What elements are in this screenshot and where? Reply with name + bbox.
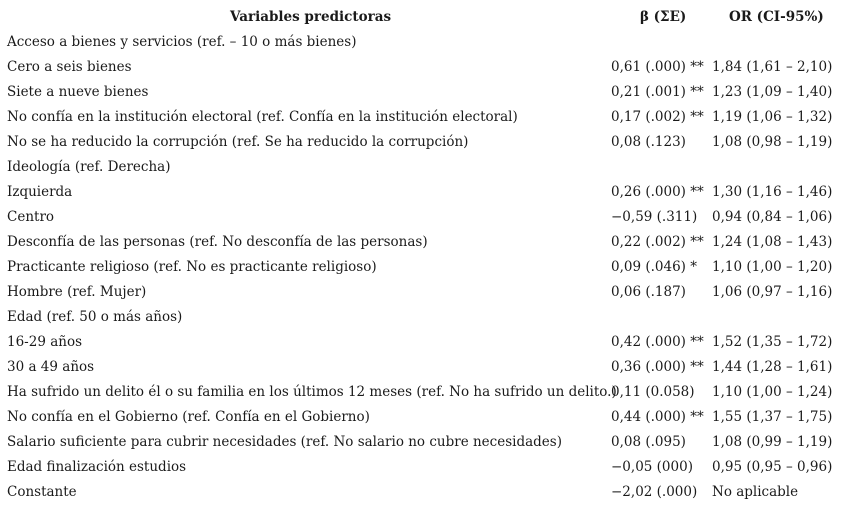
row-variable-cell: Acceso a bienes y servicios (ref. – 10 o más bienes) xyxy=(7,34,357,50)
row-or-cell: 1,84 (1,61 – 2,10) xyxy=(712,59,833,75)
row-variable-cell: Edad finalización estudios xyxy=(7,459,187,475)
table-row xyxy=(0,455,841,480)
row-or-cell: 1,06 (0,97 – 1,16) xyxy=(712,284,833,300)
row-or-cell: 1,08 (0,98 – 1,19) xyxy=(712,134,833,150)
table-header xyxy=(0,5,841,30)
row-variable-cell: Siete a nueve bienes xyxy=(7,84,149,100)
row-variable-cell: Izquierda xyxy=(7,184,73,200)
table-row xyxy=(0,105,841,130)
table-row xyxy=(0,230,841,255)
regression-table xyxy=(0,5,841,505)
row-or-cell: 1,52 (1,35 – 1,72) xyxy=(712,334,833,350)
row-beta-cell: 0,44 (.000) ** xyxy=(611,409,704,425)
row-variable-cell: 30 a 49 años xyxy=(7,359,95,375)
table-row xyxy=(0,280,841,305)
row-or-cell: 0,94 (0,84 – 1,06) xyxy=(712,209,833,225)
row-variable-cell: 16-29 años xyxy=(7,334,83,350)
row-or-cell: 1,10 (1,00 – 1,24) xyxy=(712,384,833,400)
table-row xyxy=(0,405,841,430)
row-beta-cell: 0,42 (.000) ** xyxy=(611,334,704,350)
row-or-cell: 1,19 (1,06 – 1,32) xyxy=(712,109,833,125)
table-row xyxy=(0,355,841,380)
table-row xyxy=(0,430,841,455)
row-or-cell: No aplicable xyxy=(712,484,799,500)
table-row xyxy=(0,30,841,55)
table-row xyxy=(0,480,841,505)
header-odds-ratio: OR (CI-95%) xyxy=(729,9,824,25)
row-beta-cell: 0,21 (.001) ** xyxy=(611,84,704,100)
row-beta-cell: 0,11 (0.058) xyxy=(611,384,695,400)
row-variable-cell: Ha sufrido un delito él o su familia en los últimos 12 meses (ref. No ha sufrido un delito.) xyxy=(7,384,617,400)
table-row xyxy=(0,155,841,180)
row-or-cell: 1,08 (0,99 – 1,19) xyxy=(712,434,833,450)
table-row xyxy=(0,380,841,405)
row-beta-cell: 0,08 (.123) xyxy=(611,134,686,150)
row-or-cell: 1,24 (1,08 – 1,43) xyxy=(712,234,833,250)
row-variable-cell: No confía en la institución electoral (ref. Confía en la institución electoral) xyxy=(7,109,518,125)
row-variable-cell: Ideología (ref. Derecha) xyxy=(7,159,171,175)
table-row xyxy=(0,255,841,280)
row-variable-cell: Edad (ref. 50 o más años) xyxy=(7,309,183,325)
row-beta-cell: 0,26 (.000) ** xyxy=(611,184,704,200)
table-row xyxy=(0,205,841,230)
row-beta-cell: 0,09 (.046) * xyxy=(611,259,697,275)
row-variable-cell: Cero a seis bienes xyxy=(7,59,132,75)
row-or-cell: 1,44 (1,28 – 1,61) xyxy=(712,359,833,375)
table-row xyxy=(0,305,841,330)
table-row xyxy=(0,330,841,355)
row-beta-cell: −0,05 (000) xyxy=(611,459,693,475)
row-beta-cell: −2,02 (.000) xyxy=(611,484,698,500)
row-variable-cell: Salario suficiente para cubrir necesidades (ref. No salario no cubre necesidades) xyxy=(7,434,562,450)
row-beta-cell: 0,61 (.000) ** xyxy=(611,59,704,75)
row-beta-cell: 0,08 (.095) xyxy=(611,434,686,450)
row-or-cell: 1,23 (1,09 – 1,40) xyxy=(712,84,833,100)
row-or-cell: 1,30 (1,16 – 1,46) xyxy=(712,184,833,200)
row-beta-cell: 0,36 (.000) ** xyxy=(611,359,704,375)
row-variable-cell: No confía en el Gobierno (ref. Confía en el Gobierno) xyxy=(7,409,370,425)
row-variable-cell: Practicante religioso (ref. No es practicante religioso) xyxy=(7,259,377,275)
row-variable-cell: No se ha reducido la corrupción (ref. Se ha reducido la corrupción) xyxy=(7,134,469,150)
table-row xyxy=(0,130,841,155)
row-or-cell: 1,55 (1,37 – 1,75) xyxy=(712,409,833,425)
row-beta-cell: 0,17 (.002) ** xyxy=(611,109,704,125)
row-or-cell: 0,95 (0,95 – 0,96) xyxy=(712,459,833,475)
row-beta-cell: 0,06 (.187) xyxy=(611,284,686,300)
row-or-cell: 1,10 (1,00 – 1,20) xyxy=(712,259,833,275)
header-variables: Variables predictoras xyxy=(230,9,392,25)
table-row xyxy=(0,55,841,80)
table-body xyxy=(0,30,841,505)
row-variable-cell: Constante xyxy=(7,484,77,500)
row-variable-cell: Centro xyxy=(7,209,55,225)
row-beta-cell: 0,22 (.002) ** xyxy=(611,234,704,250)
row-variable-cell: Desconfía de las personas (ref. No desconfía de las personas) xyxy=(7,234,428,250)
table-row xyxy=(0,180,841,205)
table-row xyxy=(0,80,841,105)
row-beta-cell: −0,59 (.311) xyxy=(611,209,698,225)
row-variable-cell: Hombre (ref. Mujer) xyxy=(7,284,147,300)
header-beta: β (ΣE) xyxy=(640,9,687,25)
